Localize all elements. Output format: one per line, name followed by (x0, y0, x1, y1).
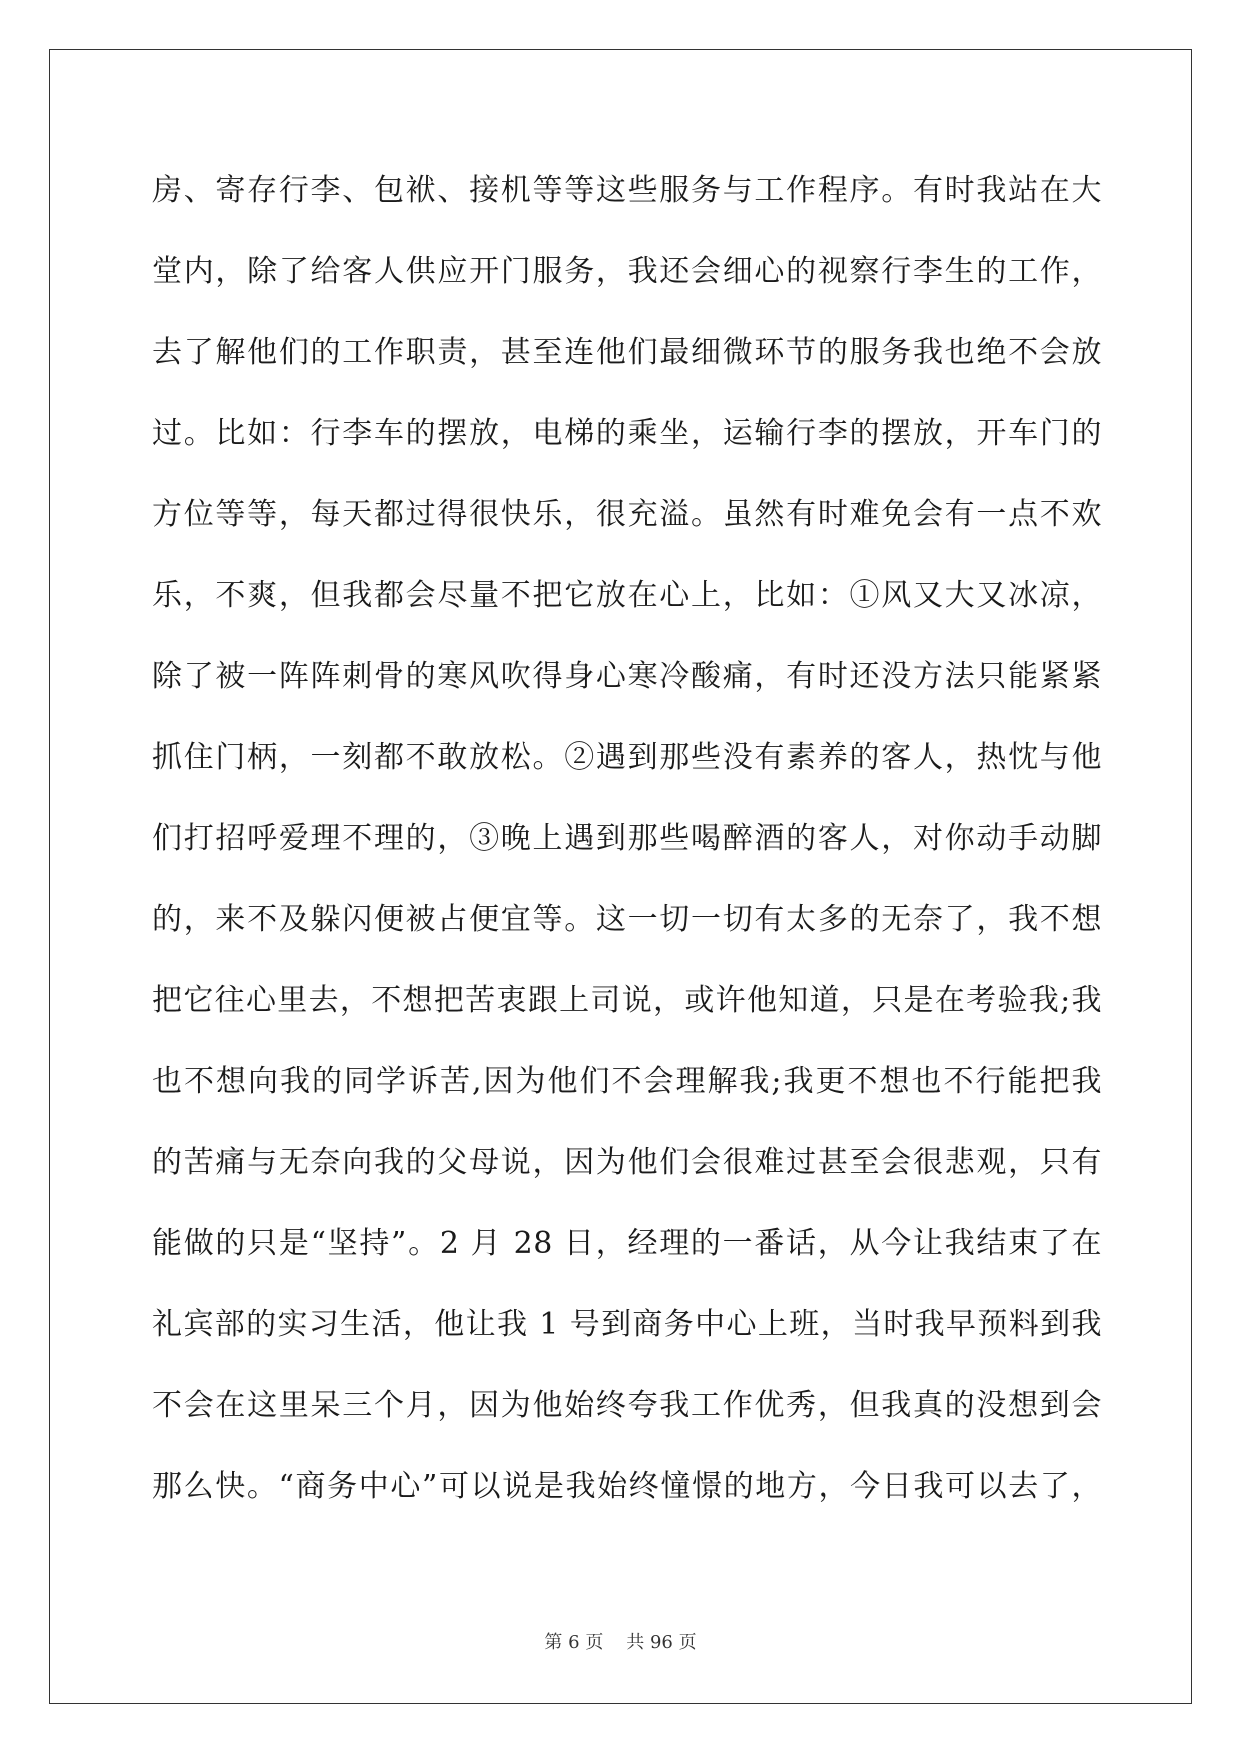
text-line: 不会在这里呆三个月，因为他始终夸我工作优秀，但我真的没想到会 (152, 1388, 1102, 1423)
text-line: 能做的只是“坚持”。2 月 28 日，经理的一番话，从今让我结束了在 (152, 1226, 1102, 1261)
text-line: 礼宾部的实习生活，他让我 1 号到商务中心上班，当时我早预料到我 (152, 1307, 1102, 1342)
text-line: 过。比如：行李车的摆放，电梯的乘坐，运输行李的摆放，开车门的 (152, 416, 1102, 451)
text-line: 堂内，除了给客人供应开门服务，我还会细心的视察行李生的工作， (152, 254, 1102, 289)
text-line: 除了被一阵阵刺骨的寒风吹得身心寒冷酸痛，有时还没方法只能紧紧 (152, 659, 1102, 694)
text-line: 那么快。“商务中心”可以说是我始终憧憬的地方，今日我可以去了， (152, 1469, 1102, 1504)
text-line: 们打招呼爱理不理的，③晚上遇到那些喝醉酒的客人，对你动手动脚 (152, 821, 1102, 856)
text-line: 乐，不爽，但我都会尽量不把它放在心上，比如：①风又大又冰凉， (152, 578, 1102, 613)
text-line: 的，来不及躲闪便被占便宜等。这一切一切有太多的无奈了，我不想 (152, 902, 1102, 937)
total-pages: 共 96 页 (626, 1632, 697, 1653)
document-body (152, 161, 1102, 1538)
text-line: 也不想向我的同学诉苦,因为他们不会理解我;我更不想也不行能把我 (152, 1064, 1102, 1099)
page-footer (0, 1628, 1241, 1654)
text-line: 房、寄存行李、包袱、接机等等这些服务与工作程序。有时我站在大 (152, 173, 1102, 208)
text-line: 把它往心里去，不想把苦衷跟上司说，或许他知道，只是在考验我;我 (152, 983, 1102, 1018)
text-line: 的苦痛与无奈向我的父母说，因为他们会很难过甚至会很悲观，只有 (152, 1145, 1102, 1180)
text-line: 抓住门柄，一刻都不敢放松。②遇到那些没有素养的客人，热忱与他 (152, 740, 1102, 775)
text-line: 方位等等，每天都过得很快乐，很充溢。虽然有时难免会有一点不欢 (152, 497, 1102, 532)
page-number: 第 6 页 (544, 1632, 604, 1653)
text-line: 去了解他们的工作职责，甚至连他们最细微环节的服务我也绝不会放 (152, 335, 1102, 370)
